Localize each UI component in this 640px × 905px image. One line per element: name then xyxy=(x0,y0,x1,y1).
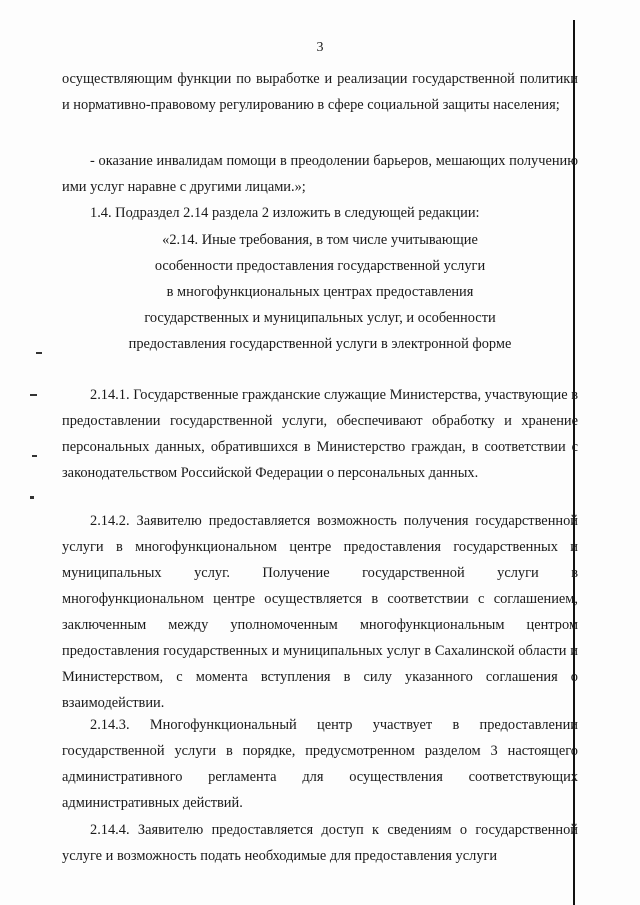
section-2-14-2: 2.14.2. Заявителю предоставляется возможность получения государственной услуги в многофункциональном центре предоставления государственных и муниципальных услуг. Получение государственной услуги в многофункциональном центре осуществляется в соответствии с соглашением, заключенным между уполномоченным многофункциональным центром предоставления государственных и муниципальных услуг в Сахалинской области и Министерством, с момента вступления в силу указанного соглашения о взаимодействии. xyxy=(62,513,578,711)
heading-line: особенности предоставления государственной услуги xyxy=(154,258,486,274)
section-2-14-1: 2.14.1. Государственные гражданские служащие Министерства, участвующие в предоставлении государственной услуги, обеспечивают обработку и хранение персональных данных, обратившихся в Министерство граждан, в соответствии с законодательством Российской Федерации о персональных данных. xyxy=(62,387,578,481)
heading-line: предоставления государственной услуги в электронной форме xyxy=(128,336,512,352)
paragraph: осуществляющим функции по выработке и реализации государственной политики и нормативно-правовому регулированию в сфере социальной защиты населения; xyxy=(62,71,578,113)
heading-line: государственных и муниципальных услуг, и особенности xyxy=(144,310,496,326)
page-number: 3 xyxy=(316,40,324,55)
scan-artifact-mark xyxy=(30,394,37,396)
scan-artifact-mark xyxy=(36,352,42,354)
section-2-14-3: 2.14.3. Многофункциональный центр участвует в предоставлении государственной услуги в порядке, предусмотренном разделом 3 настоящего административного регламента для осуществления соответствующих административных действий. xyxy=(62,717,578,811)
heading-line: «2.14. Иные требования, в том числе учитывающие xyxy=(162,232,478,248)
scan-artifact-mark xyxy=(32,455,37,457)
paragraph: 1.4. Подраздел 2.14 раздела 2 изложить в следующей редакции: xyxy=(90,205,480,221)
heading-line: в многофункциональных центрах предоставления xyxy=(166,284,474,300)
section-2-14-4: 2.14.4. Заявителю предоставляется доступ к сведениям о государственной услуге и возможность подать необходимые для предоставления услуги xyxy=(62,822,578,864)
scan-artifact-mark xyxy=(30,496,34,499)
paragraph: - оказание инвалидам помощи в преодолении барьеров, мешающих получению ими услуг наравне с другими лицами.»; xyxy=(62,153,578,195)
